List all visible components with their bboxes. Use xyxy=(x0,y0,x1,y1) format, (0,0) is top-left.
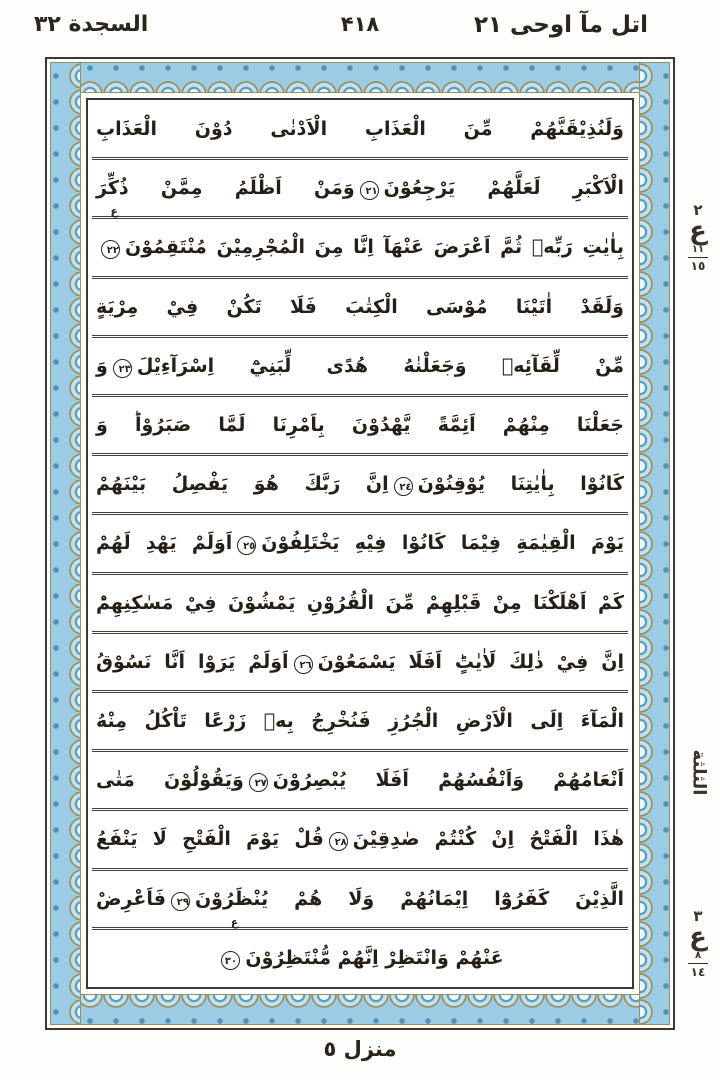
quran-line xyxy=(92,338,628,397)
ruku-surah-number: ٣ xyxy=(693,907,703,925)
ayah-text: الْاَكْبَرِ لَعَلَّهُمْ يَرْجِعُوْنَ xyxy=(383,177,624,200)
quran-line xyxy=(92,915,628,986)
ayah-text: جَعَلْنَا مِنْهُمْ اَئِمَّةً يَّهْدُوْنَ بِاَمْرِنَا لَمَّا صَبَرُوْاؕ وَ xyxy=(96,414,624,437)
quran-line xyxy=(92,693,628,752)
ayah-number: ٢٨ xyxy=(329,832,348,851)
ayah-text: كَمْ اَهْلَكْنَا مِنْ قَبْلِهِمْ مِّنَ الْقُرُوْنِ يَمْشُوْنَ فِيْ مَسٰكِنِهِمْؕ xyxy=(96,591,624,614)
ayah-marker xyxy=(113,338,132,395)
quran-line xyxy=(92,279,628,338)
quran-line xyxy=(92,101,628,160)
ayah-marker xyxy=(329,811,348,868)
text-area xyxy=(86,98,634,989)
ayah-marker xyxy=(171,871,190,928)
ain-icon: ع xyxy=(689,922,707,952)
quran-line xyxy=(92,575,628,634)
ayah-number: ٢٤ xyxy=(394,477,413,496)
ayah-number: ٢٥ xyxy=(237,536,256,555)
ayah-marker xyxy=(237,515,256,572)
quarter-marker-label: الثلثة xyxy=(688,749,710,796)
ayah-number: ٢٦ xyxy=(294,655,313,674)
header-surah-title: السجدة ٣٢ xyxy=(34,12,149,37)
ayah-text: وَيَقُوْلُوْنَ مَتٰى xyxy=(96,769,244,792)
header-juz-title: اتل مآ اوحی ٢١ xyxy=(473,12,648,38)
quran-line xyxy=(92,811,628,870)
ruku-ayah-count: ٨ xyxy=(694,950,702,961)
quran-line xyxy=(92,515,628,574)
ruku-juz-number: ١٤ xyxy=(688,963,709,979)
ayah-text: عَنْهُمْ وَانْتَظِرْ اِنَّهُمْ مُّنْتَظِرُوْنَ xyxy=(245,946,504,969)
ayah-text: فَاَعْرِضْ xyxy=(96,887,166,910)
ayah-text: اَنْعَامُهُمْ وَاَنْفُسُهُمْؕ اَفَلَا يُبْصِرُوْنَ xyxy=(272,769,624,792)
ayah-number: ٢٧ xyxy=(249,773,268,792)
quran-line xyxy=(92,456,628,515)
ayah-text: كَانُوْا بِاٰيٰتِنَا يُوْقِنُوْنَ xyxy=(417,473,624,496)
ruku-ain-mark: ع xyxy=(110,205,118,219)
border-ornament-left xyxy=(50,62,81,1025)
ruku-ayah-count: ١١ xyxy=(691,244,705,255)
ayah-text: اِنَّ فِيْ ذٰلِكَ لَاٰيٰتٍؕ اَفَلَا يَسْمَعُوْنَ xyxy=(317,650,624,673)
ruku-marker-bottom xyxy=(678,908,718,980)
ayah-number: ٢١ xyxy=(360,181,379,200)
manzil-label: منزل ٥ xyxy=(323,1037,397,1061)
ayah-marker xyxy=(360,160,379,217)
ayah-text: مِّنْ لِّقَآئِهٖ وَجَعَلْنٰهُ هُدًى لِّبَنِيْٓ اِسْرَآءِيْلَ xyxy=(136,354,624,377)
ayah-marker xyxy=(101,205,120,276)
ayah-marker xyxy=(221,915,240,987)
ayah-text: الْمَآءَ اِلَى الْاَرْضِ الْجُرُزِ فَنُخْرِجُ بِهٖ زَرْعًا تَاْكُلُ مِنْهُ xyxy=(96,710,624,733)
ruku-ain-mark: ع xyxy=(230,915,239,929)
border-ornament-top xyxy=(50,62,670,93)
border-ornament-right xyxy=(639,62,670,1025)
ain-icon: ع xyxy=(689,216,707,246)
quran-line xyxy=(92,634,628,693)
quran-line xyxy=(92,752,628,811)
ayah-marker xyxy=(394,456,413,513)
ayah-number: ٢٩ xyxy=(171,892,190,911)
ayah-text: وَ xyxy=(96,354,108,377)
ayah-text: وَلَنُذِيْقَنَّهُمْ مِّنَ الْعَذَابِ الْاَدْنٰى دُوْنَ الْعَذَابِ xyxy=(96,118,624,140)
ayah-text: الَّذِيْنَ كَفَرُوْٓا اِيْمَانُهُمْ وَلَا هُمْ يُنْظَرُوْنَ xyxy=(194,887,624,910)
ayah-text: وَلَقَدْ اٰتَيْنَا مُوْسَى الْكِتٰبَ فَلَا تَكُنْ فِيْ مِرْيَةٍ xyxy=(96,295,624,318)
ayah-text: قُلْ يَوْمَ الْفَتْحِ لَا يَنْفَعُ xyxy=(96,828,324,851)
ayah-text: يَوْمَ الْقِيٰمَةِ فِيْمَا كَانُوْا فِيْهِ يَخْتَلِفُوْنَ xyxy=(261,532,624,555)
quran-line xyxy=(92,205,628,278)
ruku-surah-number: ٢ xyxy=(693,201,703,219)
page-border-frame xyxy=(45,57,675,1030)
ayah-number: ٢٢ xyxy=(101,240,120,259)
quran-line xyxy=(92,397,628,456)
ayah-number: ٢٣ xyxy=(113,359,132,378)
ruku-juz-number: ١٥ xyxy=(688,257,709,273)
header-page-number: ۴۱۸ xyxy=(340,12,380,36)
ayah-text: اَوَلَمْ يَهْدِ لَهُمْ xyxy=(96,532,233,555)
ayah-text: بِاٰيٰتِ رَبِّهٖ ثُمَّ اَعْرَضَ عَنْهَآ اِنَّا مِنَ الْمُجْرِمِيْنَ مُنْتَقِمُوْنَ xyxy=(125,236,624,259)
ruku-marker-top xyxy=(678,202,718,274)
quran-line xyxy=(92,871,628,930)
ayah-marker xyxy=(294,634,313,691)
ayah-number: ٣٠ xyxy=(221,951,240,970)
quran-line xyxy=(92,160,628,219)
ayah-text: اَوَلَمْ يَرَوْا اَنَّا نَسُوْقُ xyxy=(96,650,289,673)
ayah-text: وَمَنْ اَظْلَمُ مِمَّنْ ذُكِّرَ xyxy=(96,177,355,200)
ayah-text: اِنَّ رَبَّكَ هُوَ يَفْصِلُ بَيْنَهُمْ xyxy=(96,473,389,496)
quran-lines xyxy=(92,101,628,986)
border-ornament-bottom xyxy=(50,994,670,1025)
ayah-marker xyxy=(249,752,268,809)
ayah-text: هٰذَا الْفَتْحُ اِنْ كُنْتُمْ صٰدِقِيْنَ xyxy=(352,828,625,851)
